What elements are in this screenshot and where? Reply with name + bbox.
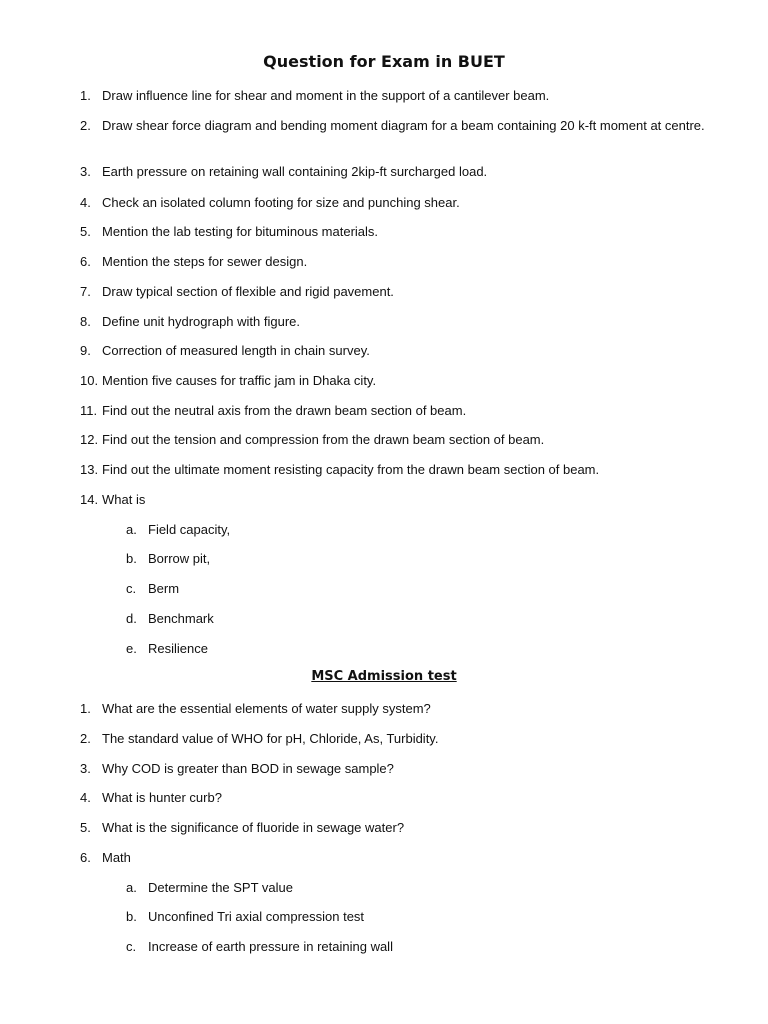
item-number: c. bbox=[126, 581, 137, 596]
item-number: 14. bbox=[80, 492, 99, 507]
item-number: 4. bbox=[80, 195, 91, 210]
item-text: Why COD is greater than BOD in sewage sample? bbox=[102, 761, 394, 776]
item-number: c. bbox=[126, 939, 137, 954]
item-number: 7. bbox=[80, 284, 91, 299]
item-number: 6. bbox=[80, 254, 91, 269]
item-text: Determine the SPT value bbox=[148, 880, 293, 895]
item-number: 2. bbox=[80, 118, 91, 133]
item-text: Check an isolated column footing for size and punching shear. bbox=[102, 195, 460, 210]
item-number: a. bbox=[126, 522, 137, 537]
item-number: 4. bbox=[80, 790, 91, 805]
section-title: MSC Admission test bbox=[311, 669, 457, 684]
item-number: 12. bbox=[80, 432, 99, 447]
page-title: Question for Exam in BUET bbox=[263, 52, 505, 71]
item-text: The standard value of WHO for pH, Chloride, As, Turbidity. bbox=[102, 731, 439, 746]
item-text: Berm bbox=[148, 581, 180, 596]
item-text: Borrow pit, bbox=[148, 551, 211, 566]
item-number: 3. bbox=[80, 761, 91, 776]
item-text: Define unit hydrograph with figure. bbox=[102, 314, 301, 329]
item-number: 10. bbox=[80, 373, 99, 388]
item-text: Resilience bbox=[148, 641, 208, 656]
item-number: d. bbox=[126, 611, 137, 626]
item-number: 13. bbox=[80, 462, 99, 477]
item-text: Draw influence line for shear and moment in the support of a cantilever beam. bbox=[102, 88, 550, 103]
item-number: a. bbox=[126, 880, 137, 895]
item-text: Benchmark bbox=[148, 611, 214, 626]
item-number: 1. bbox=[80, 88, 91, 103]
item-text: Correction of measured length in chain survey. bbox=[102, 343, 370, 358]
item-text: What are the essential elements of water supply system? bbox=[102, 701, 431, 716]
item-text: Mention the lab testing for bituminous materials. bbox=[102, 224, 379, 239]
item-text: What is bbox=[102, 492, 146, 507]
item-text: What is hunter curb? bbox=[102, 790, 222, 805]
item-text: Find out the ultimate moment resisting capacity from the drawn beam section of beam. bbox=[102, 462, 600, 477]
item-text: Earth pressure on retaining wall containing 2kip-ft surcharged load. bbox=[102, 164, 488, 179]
item-number: 8. bbox=[80, 314, 91, 329]
item-text: Field capacity, bbox=[148, 522, 231, 537]
item-number: b. bbox=[126, 551, 137, 566]
item-text: Mention the steps for sewer design. bbox=[102, 254, 308, 269]
item-number: b. bbox=[126, 909, 137, 924]
item-text: Math bbox=[102, 850, 131, 865]
item-text: Draw shear force diagram and bending moment diagram for a beam containing 20 k-ft moment at centre. bbox=[102, 118, 705, 133]
item-text: Mention five causes for traffic jam in Dhaka city. bbox=[102, 373, 377, 388]
item-text: Find out the neutral axis from the drawn beam section of beam. bbox=[102, 403, 467, 418]
item-number: 9. bbox=[80, 343, 91, 358]
item-number: e. bbox=[126, 641, 137, 656]
item-number: 5. bbox=[80, 224, 91, 239]
item-number: 11. bbox=[80, 403, 98, 418]
item-number: 2. bbox=[80, 731, 91, 746]
item-text: Increase of earth pressure in retaining wall bbox=[148, 939, 393, 954]
item-number: 3. bbox=[80, 164, 91, 179]
item-number: 1. bbox=[80, 701, 91, 716]
item-text: Unconfined Tri axial compression test bbox=[148, 909, 365, 924]
item-text: What is the significance of fluoride in sewage water? bbox=[102, 820, 405, 835]
item-number: 5. bbox=[80, 820, 91, 835]
item-text: Find out the tension and compression from the drawn beam section of beam. bbox=[102, 432, 545, 447]
item-number: 6. bbox=[80, 850, 91, 865]
item-text: Draw typical section of flexible and rigid pavement. bbox=[102, 284, 394, 299]
